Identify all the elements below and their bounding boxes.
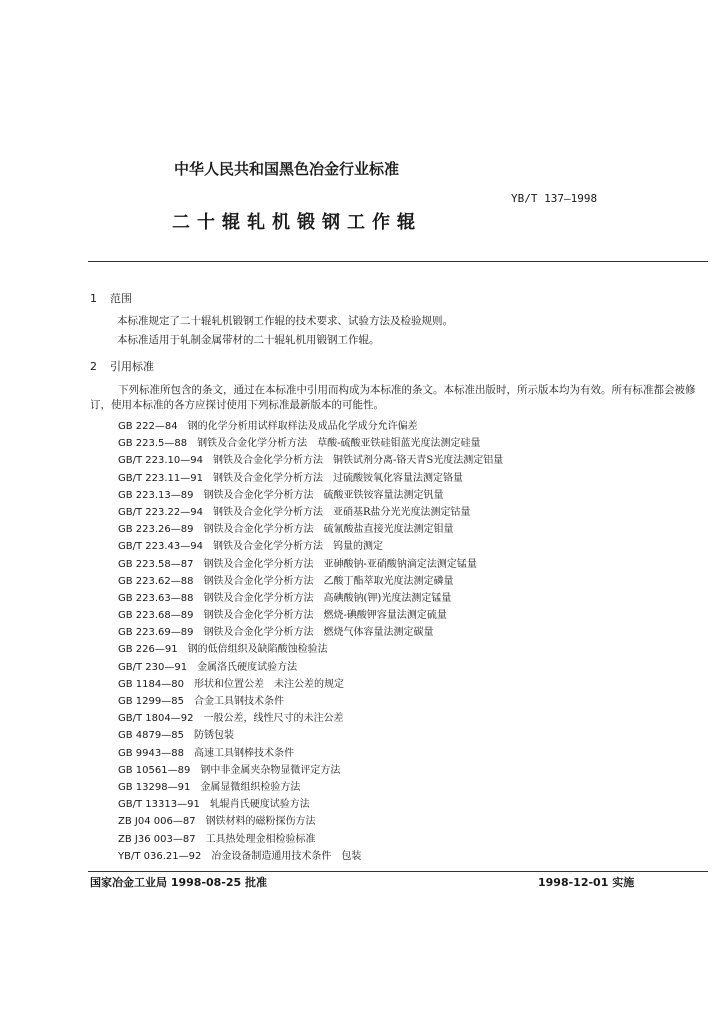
reference-code: GB 226—91 [118, 644, 178, 656]
reference-title: 钢铁及合金化学分析方法 燃烧-碘酸钾容量法测定硫量 [203, 610, 447, 622]
reference-title: 钢铁及合金化学分析方法 钨量的测定 [212, 541, 383, 553]
reference-code: GB/T 223.11—91 [118, 472, 203, 484]
reference-code: GB 4879—85 [118, 730, 184, 742]
standard-number: YB/T 137—1998 [511, 192, 598, 205]
reference-code: GB 223.63—88 [118, 592, 194, 604]
reference-item [118, 693, 503, 710]
reference-item [118, 659, 503, 676]
reference-code: GB 1299—85 [118, 696, 184, 707]
reference-item [118, 504, 503, 521]
reference-title: 钢铁及合金化学分析方法 铜铁试剂分离-铬天青S光度法测定铝量 [212, 455, 504, 467]
approval-statement: 国家冶金工业局 1998-08-25 批准 [90, 876, 268, 889]
reference-item [118, 745, 503, 762]
reference-item [118, 521, 503, 538]
implementation-date: 1998-12-01 实施 [538, 876, 635, 889]
reference-item [118, 779, 503, 796]
reference-title: 钢铁及合金化学分析方法 硫酸亚铁铵容量法测定钒量 [203, 489, 444, 501]
reference-title: 金属洛氏硬度试验方法 [197, 661, 298, 673]
section-1-heading [90, 290, 132, 306]
reference-item [118, 487, 503, 504]
section-1-paragraph-2: 本标准适用于轧制金属带材的二十辊轧机用锻钢工作辊。 [117, 334, 380, 346]
reference-code: GB 223.5—88 [118, 438, 188, 450]
reference-code: GB 223.13—89 [118, 489, 194, 501]
reference-code: GB/T 223.43—94 [118, 541, 203, 553]
reference-item [118, 452, 503, 469]
reference-item [118, 470, 503, 487]
reference-code: GB 13298—91 [118, 781, 191, 793]
reference-title: 钢的化学分析用试样取样法及成品化学成分允许偏差 [187, 421, 418, 432]
reference-item [118, 538, 503, 555]
reference-title: 钢铁及合金化学分析方法 草酸-硫酸亚铁硅钼蓝光度法测定硅量 [197, 438, 481, 450]
reference-code: GB/T 230—91 [118, 661, 188, 673]
reference-item [118, 848, 503, 865]
reference-item [118, 435, 503, 452]
reference-item [118, 418, 503, 435]
reference-title: 形状和位置公差 未注公差的规定 [193, 678, 344, 690]
footer-divider [88, 871, 708, 872]
reference-title: 钢铁及合金化学分析方法 亚硝基R盐分光光度法测定钴量 [212, 506, 471, 518]
reference-code: GB/T 1804—92 [118, 713, 194, 725]
reference-title: 防锈包装 [193, 730, 234, 742]
reference-code: GB 223.68—89 [118, 610, 194, 622]
reference-title: 钢铁及合金化学分析方法 乙酸丁酯萃取光度法测定磷量 [203, 575, 454, 587]
reference-title: 高速工具钢棒技术条件 [193, 747, 294, 759]
reference-item [118, 556, 503, 573]
reference-item [118, 641, 503, 658]
header-divider [88, 261, 708, 262]
section-1-paragraph-1: 本标准规定了二十辊轧机锻钢工作辊的技术要求、试验方法及检验规则。 [117, 315, 453, 327]
reference-title: 一般公差，线性尺寸的未注公差 [203, 713, 344, 725]
reference-code: YB/T 036.21—92 [118, 850, 202, 862]
reference-title: 工具热处理金相检验标准 [205, 833, 316, 845]
section-1-title: 范围 [110, 292, 132, 305]
reference-item [118, 796, 503, 813]
reference-title: 合金工具钢技术条件 [193, 696, 284, 707]
reference-title: 钢铁材料的磁粉探伤方法 [205, 816, 316, 828]
document-title: 二十辊轧机锻钢工作辊 [172, 212, 422, 233]
reference-code: GB 222—84 [118, 421, 178, 432]
reference-title: 钢的低倍组织及缺陷酸蚀检验法 [187, 644, 328, 656]
reference-title: 金属显微组织检验方法 [200, 781, 301, 793]
reference-title: 钢铁及合金化学分析方法 硫氰酸盐直接光度法测定钼量 [203, 524, 454, 536]
reference-code: GB/T 223.10—94 [118, 455, 203, 467]
reference-title: 冶金设备制造通用技术条件 包装 [211, 850, 362, 862]
section-2-paragraph-1: 下列标准所包含的条文，通过在本标准中引用而构成为本标准的条文。本标准出版时，所示版本均为有效。所有标准都会被修订，使用本标准的各方应探讨使用下列标准最新版本的可能性。 [90, 384, 696, 411]
reference-title: 轧辊肖氏硬度试验方法 [209, 799, 310, 811]
section-1-number: 1 [90, 292, 97, 305]
reference-code: GB 10561—89 [118, 764, 191, 776]
reference-item [118, 676, 503, 693]
reference-code: ZB J36 003—87 [118, 833, 196, 845]
reference-item [118, 813, 503, 830]
reference-code: GB 1184—80 [118, 678, 184, 690]
reference-code: ZB J04 006—87 [118, 816, 196, 828]
reference-title: 钢铁及合金化学分析方法 高碘酸钠(钾)光度法测定锰量 [203, 592, 452, 604]
reference-item [118, 607, 503, 624]
reference-item [118, 727, 503, 744]
reference-code: GB 9943—88 [118, 747, 184, 759]
reference-title: 钢中非金属夹杂物显微评定方法 [200, 764, 341, 776]
reference-code: GB/T 13313—91 [118, 799, 200, 811]
reference-item [118, 573, 503, 590]
reference-title: 钢铁及合金化学分析方法 燃烧气体容量法测定碳量 [203, 627, 434, 639]
reference-code: GB 223.26—89 [118, 524, 194, 536]
reference-code: GB 223.69—89 [118, 627, 194, 639]
reference-code: GB 223.62—88 [118, 575, 194, 587]
reference-item [118, 710, 503, 727]
section-2-number: 2 [90, 360, 97, 373]
reference-title: 钢铁及合金化学分析方法 过硫酸铵氧化容量法测定铬量 [212, 472, 463, 484]
reference-code: GB 223.58—87 [118, 558, 194, 570]
reference-title: 钢铁及合金化学分析方法 亚砷酸钠-亚硝酸钠滴定法测定锰量 [203, 558, 477, 570]
section-2-title: 引用标准 [110, 360, 154, 373]
standard-title: 中华人民共和国黑色冶金行业标准 [174, 160, 400, 178]
reference-list [118, 418, 503, 865]
section-2-heading [90, 358, 154, 374]
reference-item [118, 762, 503, 779]
reference-item [118, 831, 503, 848]
reference-code: GB/T 223.22—94 [118, 506, 203, 518]
reference-item [118, 590, 503, 607]
reference-item [118, 624, 503, 641]
